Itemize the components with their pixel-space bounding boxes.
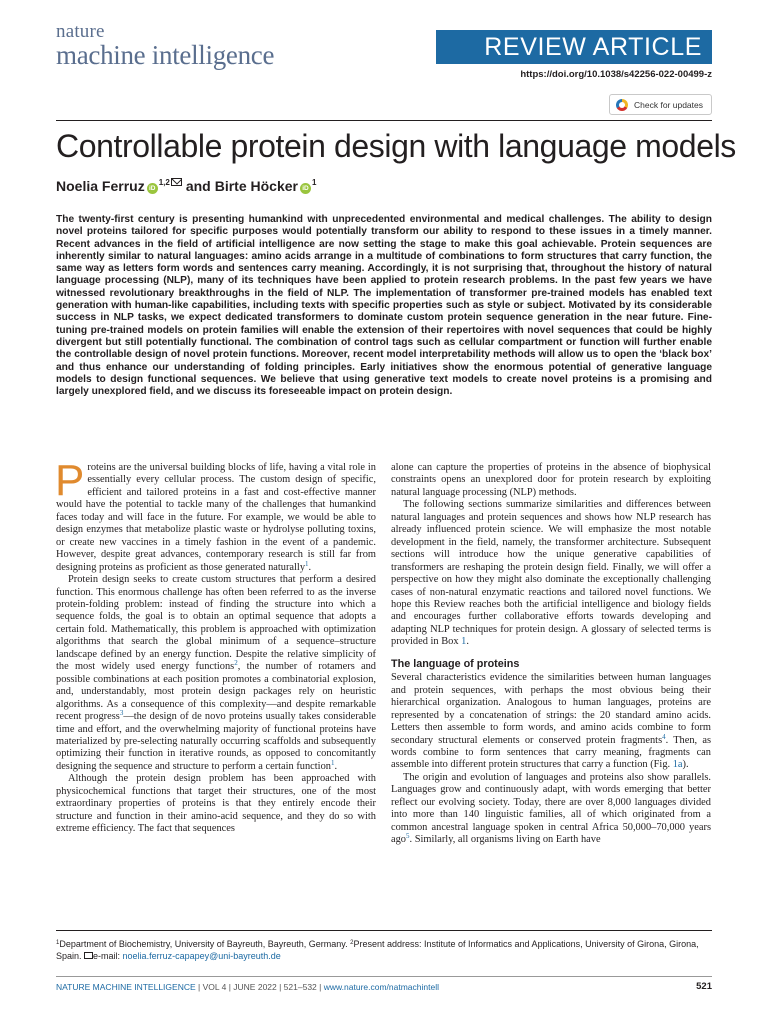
section-heading: The language of proteins — [391, 657, 520, 670]
email-link[interactable]: noelia.ferruz-capapey@uni-bayreuth.de — [122, 951, 281, 961]
citation-ref[interactable]: 5 — [406, 832, 410, 841]
body-paragraph: The following sections summarize similarities and differences between natural languages and protein sequences and shows how NLP research has already influenced protein science. We will emphasize the most notable development in the field, namely, the transformer architecture. Subsequent sections will introduce how the unique generative capabilities of transformers are reshaping the protein design field. Finally, we will offer a perspective on how they might also dominate the exceptionally challenging cases of non-natural enzymatic reactions and tailored novel functions. We hope this Review reaches both the artificial intelligence and biology fields and encourages further collaborative efforts towards developing and adapting NLP techniques for protein design. A glossary of selected terms is provided in Box 1. — [391, 499, 711, 648]
body-paragraph: Protein design seeks to create custom structures that perform a desired function. This enormous challenge has often been referred to as the inverse protein-folding problem: instead of finding the structure into which a sequence folds, the goal is to obtain an optimal sequence that adopts a certain fold. Mathematically, this problem is approached with optimization algorithms that search the global minimum of a sequence–structure landscape defined by an energy function. Despite the relative simplicity of the most widely used energy functions$^2$, the number of rotamers and possible combinations at each position promotes a combinatorial explosion, and, understandably, most protein design packages rely on heuristic algorithms. As a consequence of this complexity—and despite remarkable recent progress$^3$—the design of de novo proteins usually takes considerable time and effort, and the overwhelming majority of functional proteins have materialized by pre-selecting naturally occurring scaffolds and subsequently optimizing their function in iterative rounds, as opposed to concomitantly designing the sequence and structure to perform a certain function$^1$. — [56, 574, 376, 772]
article-type-label: REVIEW ARTICLE — [484, 33, 702, 61]
body-paragraph: The origin and evolution of languages and proteins also show parallels. Languages grow and continuously adapt, with words emerging that better reflect our evolving society. Today, there are over 8,000 languages divided into more than 140 linguistic families, all of which originated from a common ancestral language spoken in central Africa 50,000–70,000 years ago$^5$. Similarly, all organisms living on Earth have — [391, 771, 711, 846]
figure-link[interactable]: 1a — [672, 759, 683, 771]
doi-link[interactable]: https://doi.org/10.1038/s42256-022-00499-z — [520, 69, 712, 80]
author-affiliation-marks: 1,2 — [158, 178, 170, 187]
orcid-icon[interactable]: iD — [147, 183, 158, 194]
page-number: 521 — [696, 981, 712, 992]
article-title: Controllable protein design with language models — [56, 128, 736, 164]
abstract: The twenty-first century is presenting humankind with unprecedented environmental and medical challenges. The ability to design novel proteins tailored for specific purposes would potentially transform our ability to respond to these issues in a timely manner. Recent advances in the field of artificial intelligence are now setting the stage to make this goal achievable. Protein sequences are inherently similar to natural languages: amino acids arrange in a multitude of combinations to form structures that carry function, the same way as letters form words and sentences carry meaning. Accordingly, it is not surprising that, throughout the history of natural language processing (NLP), many of its techniques have been applied to protein research problems. In the past few years we have witnessed revolutionary breakthroughs in the field of NLP. The implementation of transformer pre-trained models has enabled text generation with human-like capabilities, including texts with specific properties such as style or subject. Motivated by its considerable success in NLP tasks, we expect dedicated transformers to dominate custom protein sequence generation in the near future. Fine-tuning pre-trained models on protein families will enable the extension of their repertoires with novel sequences that could be highly divergent but still potentially functional. The combination of control tags such as cellular compartment or function will further enable the controllable design of novel protein functions. Moreover, recent model interpretability methods will allow us to open the ‘black box’ and thus enhance our understanding of folding principles. Early initiatives show the enormous potential of generative language models to design functional sequences. We believe that using generative text models to create novel proteins is a promising and largely unexplored field, and we discuss its foreseeable impact on protein design. — [56, 214, 712, 398]
author-joiner: and — [185, 178, 211, 194]
author-name[interactable]: Birte Höcker — [214, 178, 298, 194]
orcid-icon[interactable]: iD — [300, 183, 311, 194]
author-affiliation-marks: 1 — [311, 178, 317, 187]
title-divider — [56, 120, 712, 121]
body-column-right — [391, 462, 711, 847]
footer-issue: | VOL 4 | JUNE 2022 | 521–532 | — [195, 982, 324, 992]
footer-journal: NATURE MACHINE INTELLIGENCE — [56, 982, 196, 992]
author-name[interactable]: Noelia Ferruz — [56, 178, 145, 194]
citation-ref[interactable]: 1 — [305, 559, 309, 568]
crossmark-icon — [616, 99, 628, 111]
body-paragraph: Proteins are the universal building blocks of life, having a vital role in essentially every cellular process. The custom design of specific, efficient and tailored proteins in a fast and cost-effective manner would have the potential to tackle many of the challenges that humankind faces today and will face in the future. For example, we would be able to design enzymes that metabolize plastic waste or hydrolyse polluting toxins, or create new vaccines in a timely fashion in the event of a pandemic. However, despite great advances, contemporary research is still far from designing proteins as proficient as those generated naturally$^1$. — [55, 456, 376, 573]
drop-cap: P — [55, 456, 85, 505]
citation-ref[interactable]: 1 — [330, 758, 335, 767]
check-for-updates-button[interactable] — [609, 94, 712, 115]
footnote-divider — [56, 930, 712, 931]
box-link[interactable]: 1 — [461, 636, 467, 648]
citation-ref[interactable]: 2 — [234, 659, 238, 668]
email-icon — [84, 952, 93, 959]
journal-logo-nature: nature — [56, 21, 105, 42]
journal-logo-name: machine intelligence — [56, 40, 275, 70]
citation-ref[interactable]: 3 — [119, 709, 124, 718]
journal-logo[interactable] — [56, 22, 326, 69]
running-footer — [56, 982, 439, 992]
email-icon[interactable] — [171, 178, 182, 186]
author-list — [56, 178, 316, 194]
body-paragraph: Although the protein design problem has been approached with physicochemical functions that target their structures, one of the most extraordinary properties of proteins is that they entirely encode their structure and function in their amino-acid sequence, and they do so with extreme efficiency. The fact that sequences — [56, 773, 376, 835]
check-for-updates-label: Check for updates — [634, 99, 703, 110]
footer-url[interactable]: www.nature.com/natmachintell — [323, 982, 439, 992]
body-paragraph: Several characteristics evidence the similarities between human languages and protein sequences, with perhaps the most obvious being their hierarchical organization. Analogous to human languages, proteins are represented by a concatenation of strings: the 20 standard amino acids. Letters then assemble to form words, and amino acids combine to form secondary structural elements or conserved protein fragments$^4$. Then, as words combine to form sentences that carry meaning, fragments can assemble into different protein structures that carry a function (Fig. 1a). — [391, 672, 711, 771]
article-type-banner — [436, 30, 712, 64]
citation-ref[interactable]: 4 — [662, 732, 666, 741]
footer-divider — [56, 976, 712, 977]
body-column-left — [55, 456, 376, 836]
affiliations-footnote: $^1$Department of Biochemistry, University of Bayreuth, Bayreuth, Germany. $^2$Present address: Institute of Informatics and Applications, University of Girona, Girona, Spain. e-mail: noelia.ferruz-capapey@uni-bayreuth.de — [56, 939, 699, 961]
body-paragraph: alone can capture the properties of proteins in the absence of biophysical constraints opens an unexplored door for protein research by exploiting natural language processing (NLP) methods. — [391, 462, 711, 498]
